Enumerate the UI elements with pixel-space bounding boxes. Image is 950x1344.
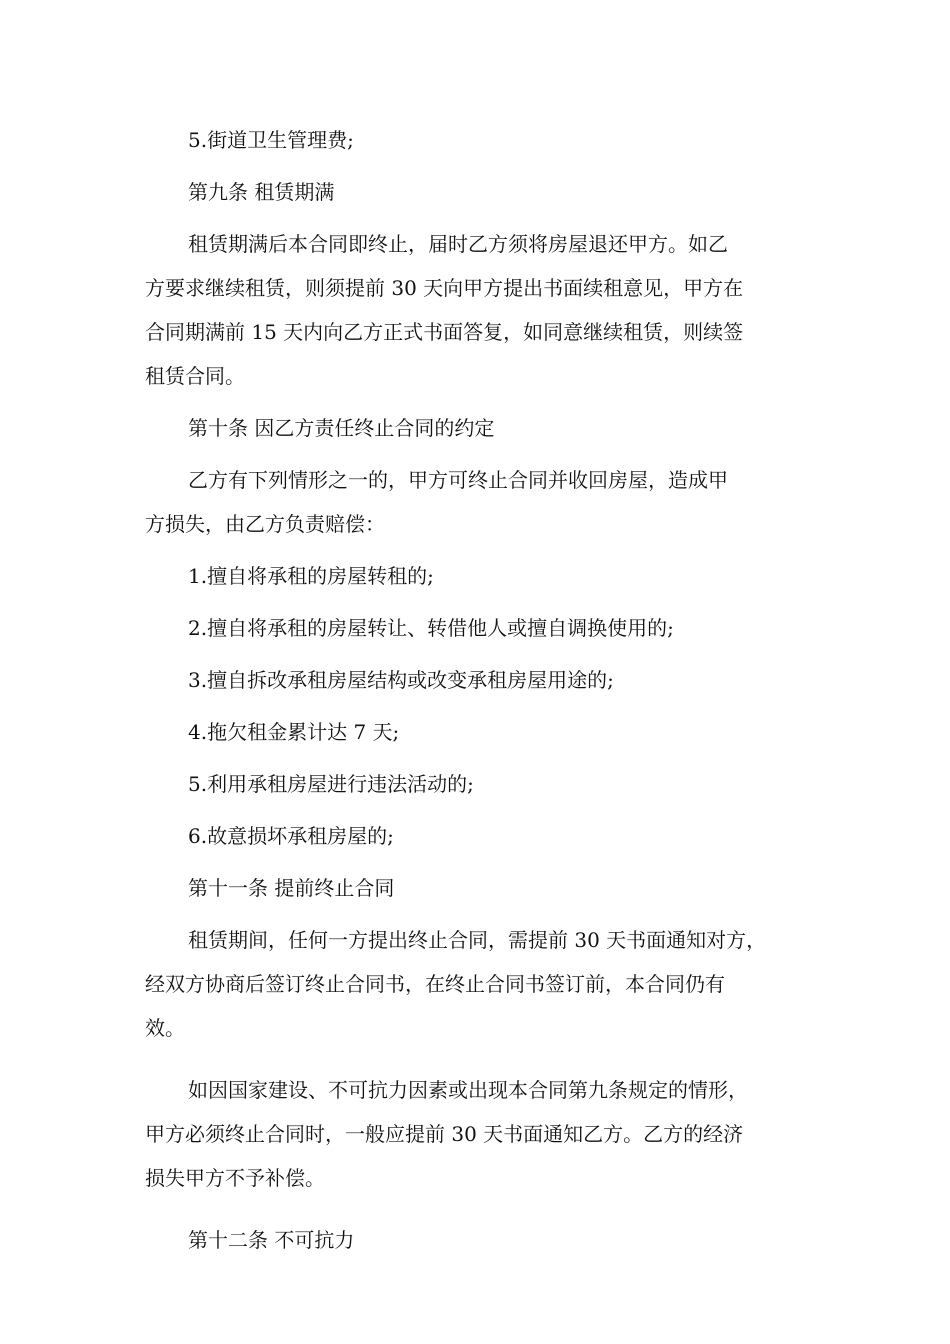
article-11-heading: 第十一条 提前终止合同 xyxy=(188,876,395,900)
article-10-paragraph xyxy=(145,458,810,546)
paragraph-line: 经双方协商后签订终止合同书，在终止合同书签订前，本合同仍有 xyxy=(145,972,725,996)
article-11-paragraph-2 xyxy=(145,1068,810,1200)
list-item: 3.擅自拆改承租房屋结构或改变承租房屋用途的; xyxy=(188,668,614,692)
document-body xyxy=(145,118,810,1262)
paragraph-line: 租赁期满后本合同即终止，届时乙方须将房屋退还甲方。如乙 xyxy=(188,232,728,256)
paragraph-line: 方损失，由乙方负责赔偿： xyxy=(145,512,385,536)
article-10-list xyxy=(145,554,810,858)
paragraph-line: 如因国家建设、不可抗力因素或出现本合同第九条规定的情形， xyxy=(188,1078,748,1102)
paragraph-line: 乙方有下列情形之一的，甲方可终止合同并收回房屋，造成甲 xyxy=(188,468,728,492)
article-11-paragraph-1 xyxy=(145,918,810,1050)
paragraph-line: 效。 xyxy=(145,1016,185,1040)
list-item: 5.利用承租房屋进行违法活动的; xyxy=(188,772,474,796)
list-item: 6.故意损坏承租房屋的; xyxy=(188,824,394,848)
paragraph-line: 方要求继续租赁，则须提前 30 天向甲方提出书面续租意见，甲方在 xyxy=(145,276,744,300)
article-9-heading: 第九条 租赁期满 xyxy=(188,180,335,204)
article-12-heading: 第十二条 不可抗力 xyxy=(188,1228,355,1252)
paragraph-line: 合同期满前 15 天内向乙方正式书面答复，如同意继续租赁，则续签 xyxy=(145,320,744,344)
paragraph-line: 甲方必须终止合同时，一般应提前 30 天书面通知乙方。乙方的经济 xyxy=(145,1122,744,1146)
list-item: 2.擅自将承租的房屋转让、转借他人或擅自调换使用的; xyxy=(188,616,674,640)
list-item: 4.拖欠租金累计达 7 天; xyxy=(188,720,400,744)
paragraph-line: 租赁合同。 xyxy=(145,364,245,388)
article-10-heading: 第十条 因乙方责任终止合同的约定 xyxy=(188,416,495,440)
paragraph-line: 损失甲方不予补偿。 xyxy=(145,1166,325,1190)
paragraph-line: 租赁期间，任何一方提出终止合同，需提前 30 天书面通知对方， xyxy=(188,928,767,952)
list-item: 1.擅自将承租的房屋转租的; xyxy=(188,564,434,588)
list-item-street-sanitation-fee: 5.街道卫生管理费; xyxy=(188,128,354,152)
article-9-paragraph xyxy=(145,222,810,398)
